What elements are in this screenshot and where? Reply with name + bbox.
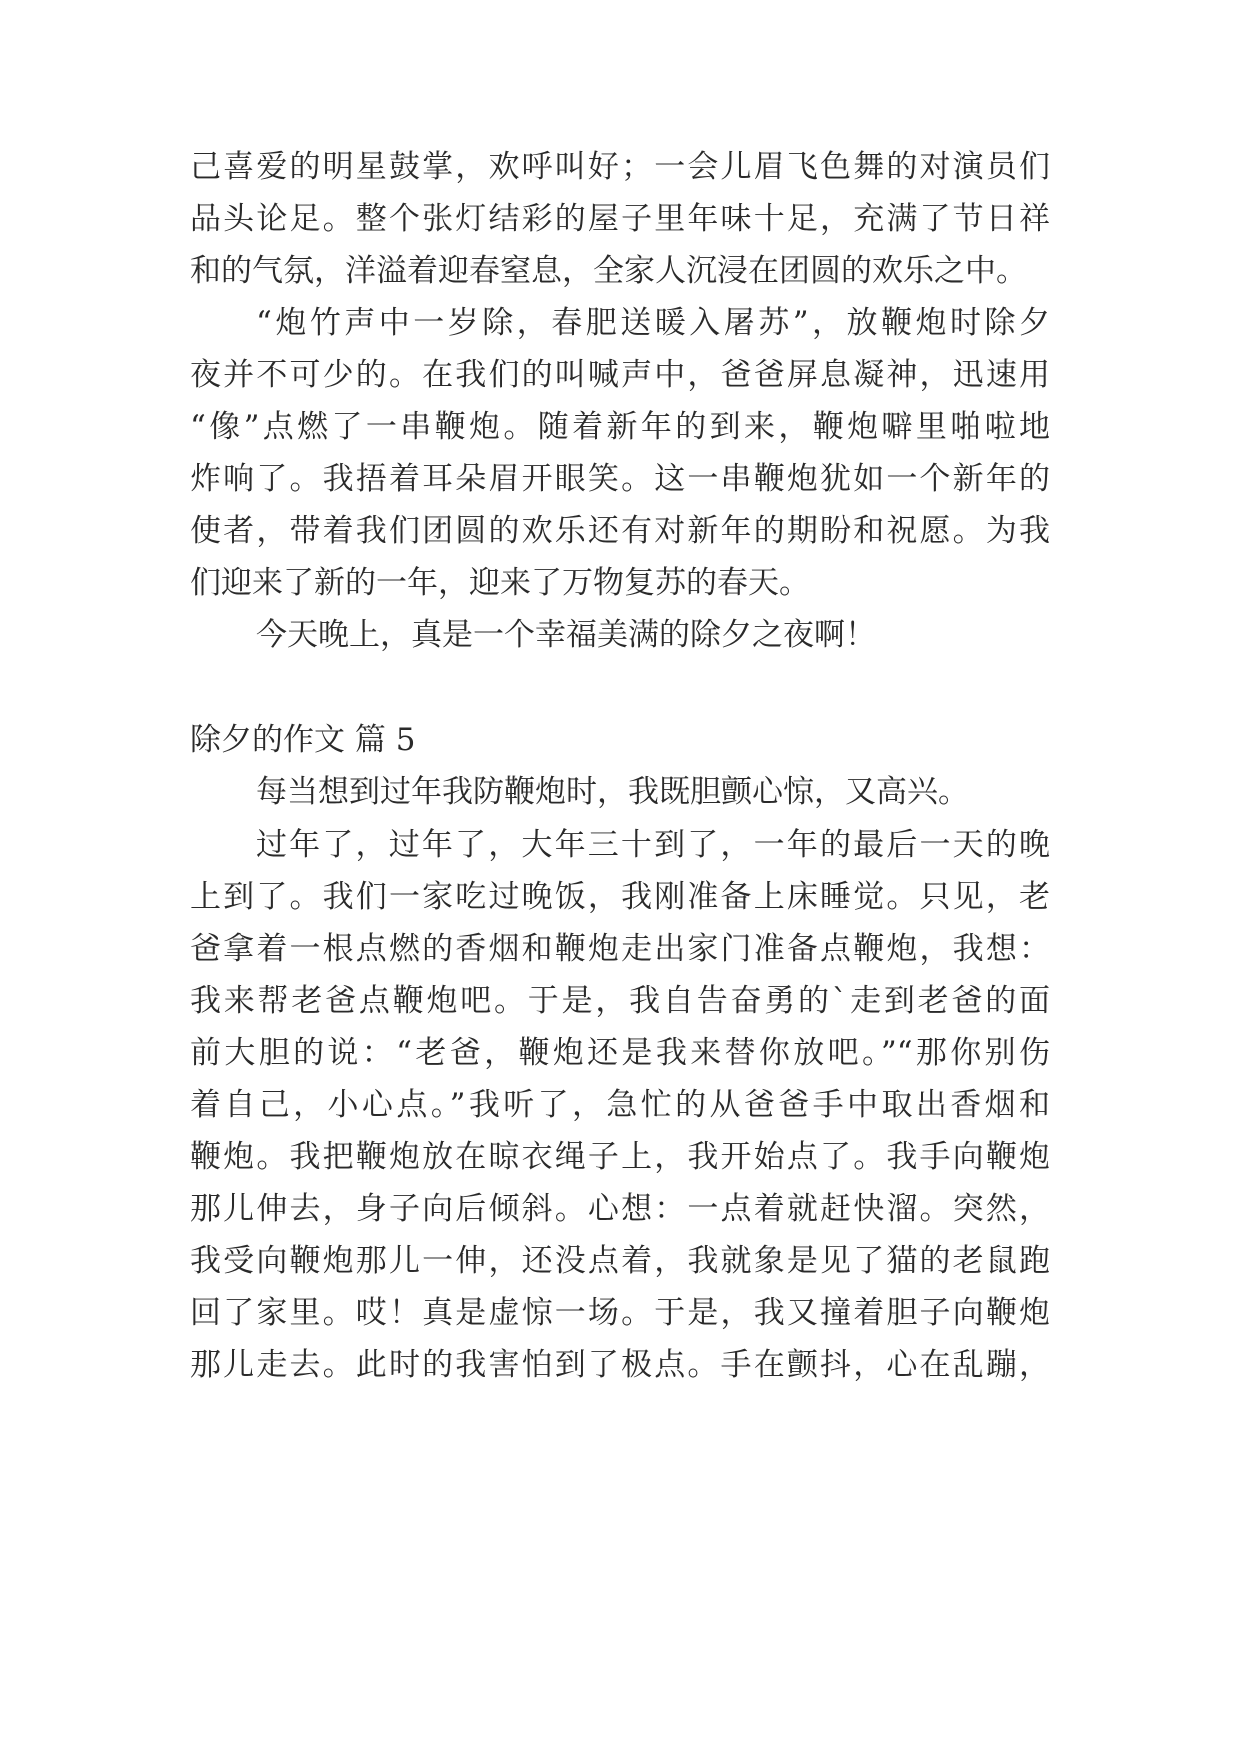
text-line: 品头论足。整个张灯结彩的屋子里年味十足，充满了节日祥 bbox=[190, 201, 1050, 237]
text-line: 夜并不可少的。在我们的叫喊声中，爸爸屏息凝神，迅速用 bbox=[190, 357, 1050, 393]
text-line: 过年了，过年了，大年三十到了，一年的最后一天的晚 bbox=[256, 827, 1050, 863]
text-line: 那儿伸去，身子向后倾斜。心想：一点着就赶快溜。突然， bbox=[190, 1191, 1050, 1227]
text-line: “炮竹声中一岁除，春肥送暖入屠苏”，放鞭炮时除夕 bbox=[256, 305, 1050, 341]
text-line: 鞭炮。我把鞭炮放在晾衣绳子上，我开始点了。我手向鞭炮 bbox=[190, 1139, 1050, 1175]
text-line: 前大胆的说：“老爸，鞭炮还是我来替你放吧。”“那你别伤 bbox=[190, 1035, 1050, 1071]
text-line: 回了家里。哎！真是虚惊一场。于是，我又撞着胆子向鞭炮 bbox=[190, 1295, 1050, 1331]
text-line: 己喜爱的明星鼓掌，欢呼叫好；一会儿眉飞色舞的对演员们 bbox=[190, 149, 1050, 185]
text-line: 我受向鞭炮那儿一伸，还没点着，我就象是见了猫的老鼠跑 bbox=[190, 1243, 1050, 1279]
text-line: 那儿走去。此时的我害怕到了极点。手在颤抖，心在乱蹦， bbox=[190, 1347, 1050, 1383]
text-line: 炸响了。我捂着耳朵眉开眼笑。这一串鞭炮犹如一个新年的 bbox=[190, 461, 1050, 497]
section-heading: 除夕的作文 篇 5 bbox=[190, 722, 416, 758]
text-line: 我来帮老爸点鞭炮吧。于是，我自告奋勇的`走到老爸的面 bbox=[190, 983, 1050, 1019]
text-line: 和的气氛，洋溢着迎春窒息，全家人沉浸在团圆的欢乐之中。 bbox=[190, 253, 1027, 289]
text-line: “像”点燃了一串鞭炮。随着新年的到来，鞭炮噼里啪啦地 bbox=[190, 409, 1050, 445]
text-line: 使者，带着我们团圆的欢乐还有对新年的期盼和祝愿。为我 bbox=[190, 513, 1050, 549]
text-line: 爸拿着一根点燃的香烟和鞭炮走出家门准备点鞭炮，我想： bbox=[190, 931, 1050, 967]
text-line: 着自己，小心点。”我听了，急忙的从爸爸手中取出香烟和 bbox=[190, 1087, 1050, 1123]
text-line: 今天晚上，真是一个幸福美满的除夕之夜啊！ bbox=[256, 617, 876, 653]
text-line: 上到了。我们一家吃过晚饭，我刚准备上床睡觉。只见，老 bbox=[190, 879, 1050, 915]
text-line: 每当想到过年我防鞭炮时，我既胆颤心惊，又高兴。 bbox=[256, 774, 969, 810]
text-line: 们迎来了新的一年，迎来了万物复苏的春天。 bbox=[190, 565, 810, 601]
